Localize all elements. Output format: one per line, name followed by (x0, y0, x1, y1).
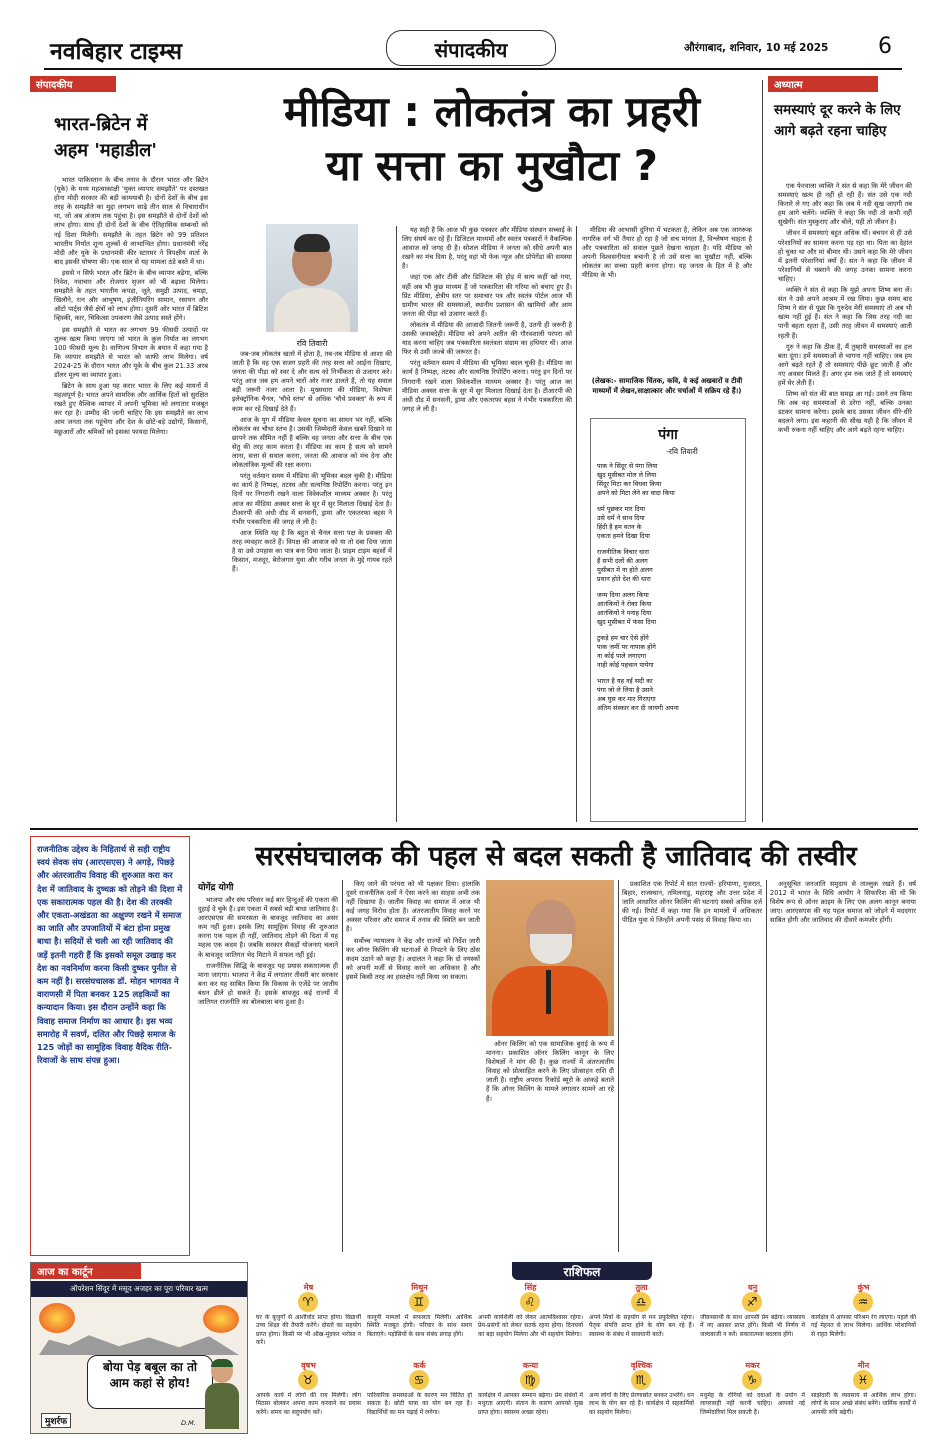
adhyatm-paragraph: व्यक्ति ने संत से कहा कि मुझे अपना शिष्य बना लें। संत ने उसे अपने आश्रम में रख लिया। कुछ समय बाद शिष्य ने संत से पूछा कि गुरुदेव मेरी समस्याएं तो अब भी खत्म नहीं हुई हैं। संत ने कहा कि जिस तरह नदी का पानी बहता रहता है, उसी तरह जीवन में समस्याएं आती रहती हैं। (778, 286, 912, 340)
masthead-title: नवबिहार टाइम्स (50, 39, 183, 65)
column-rule (766, 880, 767, 1252)
second-col-2 (346, 880, 480, 1252)
horoscope-card-tula (589, 1282, 694, 1356)
adhyatm-body (778, 182, 912, 824)
second-paragraph: सर्वोच्च न्यायालय ने केंद्र और राज्यों को निर्देश जारी कर ऑनर किलिंग की घटनाओं से निपटने के लिए ठोस कदम उठाने को कहा है। अदालत ने कहा कि दो वयस्कों को अपनी मर्जी से विवाह करने का अधिकार है और इसमें किसी तरह का हस्तक्षेप नहीं किया जा सकता। (346, 936, 480, 981)
horoscope-sign-name: मीन (857, 1361, 870, 1370)
author-photo (266, 224, 358, 332)
horoscope-card-vrishchik (589, 1360, 694, 1434)
adhyatm-paragraph: शिष्य को संत की बात समझ आ गई। उसने तय किया कि अब वह समस्याओं से डरेगा नहीं, बल्कि उनका डटकर सामना करेगा। इसके बाद उसका जीवन धीरे-धीरे बदलने लगा। इस कहानी की सीख यही है कि जीवन में कभी रुकना नहीं चाहिए और आगे बढ़ते रहना चाहिए। (778, 390, 912, 435)
section-title: संपादकीय (434, 38, 508, 62)
editorial-kicker-text: संपादकीय (36, 80, 73, 91)
horoscope-text: कार्यक्षेत्र में आपका परिश्रम रंग लाएगा। पहले की गई मेहनत से लाभ मिलेगा। आर्थिक परेशानियों से राहत मिलेगी। (811, 1314, 916, 1338)
aries-icon: ♈ (298, 1292, 318, 1312)
cartoon-label (31, 1263, 141, 1279)
second-col-1 (198, 896, 338, 1252)
second-author: योगेंद्र योगी (198, 883, 234, 893)
microphone-icon (546, 970, 551, 1014)
second-paragraph: राजनीतिक सिद्धि के बावजूद यह प्रयास सकारात्मक ही माना जाएगा। भाजपा ने केंद्र में लगातार तीसरी बार सरकार बना कर यह साबित किया कि विकास के एजेंडे पर जातीय बंधन ढीले हो सकते हैं। इसके बावजूद कई राज्यों में जातिगत राजनीति का बोलबाला बना हुआ है। (198, 961, 338, 1007)
column-rule (618, 880, 619, 1252)
horoscope-text: अन्य लोगों के लिए प्रेरणास्रोत बनकर उभरेंगे। धन लाभ के योग बन रहे हैं। कार्यक्षेत्र में सहकर्मियों का सहयोग मिलेगा। (589, 1392, 694, 1416)
editorial-title-line2: अहम 'महाडील' (54, 140, 157, 161)
main-paragraph: मीडिया की आभासी दुनिया में भटकता है, लेकिन अब एक जागरूक नागरिक वर्ग भी तैयार हो रहा है जो सच मांगता है, विश्लेषण चाहता है और पत्रकारिता को सवाल पूछते देखना चाहता है। यदि मीडिया को अपनी विश्वसनीयता बचानी है तो उसे सत्ता का मुखौटा नहीं, बल्कि लोकतंत्र का सच्चा प्रहरी बनना होगा। यह जनता के हित में है और मीडिया के भी। (582, 226, 752, 280)
page-number: 6 (878, 34, 892, 59)
main-col-2 (402, 226, 572, 822)
column-rule (396, 226, 397, 822)
column-rule (576, 226, 577, 822)
header-divider (44, 68, 902, 70)
name-tag: मुशर्रफ (41, 1413, 71, 1428)
main-paragraph: परंतु वर्तमान समय में मीडिया की भूमिका बदल चुकी है। मीडिया का कार्य है निष्पक्ष, तटस्थ और सत्यनिष्ठ रिपोर्टिंग करना। परंतु इन दिनों पर निगरानी रखने वाला विवेकशील माध्यम अक्सर है। परंतु आज का मीडिया अक्सर सत्ता के सुर में सुर मिलाता दिखाई देता है। टीआरपी की अंधी दौड़ में सनसनी, ड्रामा और एकतरफा बहस ने गंभीर पत्रकारिता की जगह ले ली है। (232, 472, 392, 526)
cartoon-caption: ऑपरेशन सिंदूर में मसूद अजहर का पूरा परिवार खत्म (31, 1281, 247, 1297)
second-paragraph: भाजपा और संघ परिवार कई बार हिन्दुओं की एकता की दुहाई दे चुके हैं। इस एकता में सबसे बड़ी बाधा जातिवाद है। आरएसएस की समरसता के बावजूद जातिवाद का असर कम नहीं हुआ। इसके लिए सामूहिक विवाह की शुरुआत करना एक पहल ही नहीं, जातिवाद तोड़ने की दिशा में यह महत्व एक कदम है। जबकि सरकार सैकड़ों योजनाएं चलाने के बावजूद जातिगत भेद मिटाने में सफल नहीं हुई। (198, 896, 338, 959)
horoscope-grid (256, 1282, 918, 1434)
horoscope-section (256, 1262, 918, 1434)
horoscope-card-singh (478, 1282, 583, 1356)
horoscope-text: आपके कार्य में लोगों की राय मिलेगी। लोग मिठास बोलकर अपना काम करवाने का प्रयास करेंगे। समय का सदुपयोग करें। (256, 1392, 361, 1416)
second-paragraph: ऑनर किलिंग को एक सामाजिक बुराई के रूप में मानना। प्रकाशित ऑनर किलिंग कानून के लिए विशेषज्ञों ने मांग की है। कुछ राज्यों में अंतरजातीय विवाह को प्रोत्साहित करने के लिए प्रोत्साहन राशि दी जाती है। राष्ट्रीय अपराध रिकॉर्ड ब्यूरो के आंकड़े बताते हैं कि ऑनर किलिंग के मामले लगातार सामने आ रहे हैं। (486, 1040, 614, 1103)
scorpio-icon: ♏ (631, 1370, 651, 1390)
adhyatm-kicker-text: अध्यात्म (774, 80, 803, 91)
leo-icon: ♌ (520, 1292, 540, 1312)
author-photo-body (274, 288, 350, 332)
explosion-icon (39, 1303, 75, 1333)
aquarius-icon: ♒ (853, 1292, 873, 1312)
editorial-title-line1: भारत-ब्रिटेन में (54, 114, 148, 135)
second-col-3 (486, 1040, 614, 1252)
capricorn-icon: ♑ (742, 1370, 762, 1390)
horoscope-text: पारिवारिक समस्याओं के कारण मन चिंतित हो सकता है। छोटी यात्रा का योग बन रहा है। विद्यार्थियों का मन पढ़ाई में लगेगा। (367, 1392, 472, 1416)
horoscope-sign-name: सिंह (524, 1283, 537, 1292)
poem-author: -रवि तिवारी (666, 447, 698, 456)
character-figure (205, 1359, 239, 1429)
main-paragraph: यह सही है कि आज भी कुछ पत्रकार और मीडिया संस्थान सच्चाई के लिए संघर्ष कर रहे हैं। डिजिटल माध्यमों और स्वतंत्र पत्रकारों ने वैकल्पिक आवाज को जगह दी है। सोशल मीडिया ने जनता को सीधे अपनी बात रखने का मंच दिया है, परंतु वहां भी फेक न्यूज और प्रोपेगेंडा की समस्या है। (402, 226, 572, 271)
editorial-paragraph: इस समझौते से भारत का लगभग 99 फीसदी उत्पादों पर शुल्क खत्म किया जाएगा जो भारत के कुल निर्यात का लगभग 100 फीसदी मूल्य है। वाणिज्य विभाग के बयान में कहा गया है कि व्यापार समझौते से भारत को काफी लाभ मिलेगा। वर्ष 2024-25 के दौरान भारत और यूके के बीच कुल 21.33 अरब डॉलर मूल्य का व्यापार हुआ। (54, 325, 208, 379)
main-col-3 (582, 226, 752, 374)
adhyatm-paragraph: गुरु ने कहा कि ठीक है, मैं तुम्हारी समस्याओं का हल बता दूंगा। हमें समस्याओं से भागना नहीं चाहिए। जब हम आगे बढ़ते रहते हैं तो समस्याएं पीछे छूट जाती हैं और नए अवसर मिलते हैं। अगर हम रुक जाते हैं तो समस्याएं हमें घेर लेती हैं। (778, 342, 912, 387)
horoscope-text: अपने मित्रों के सहयोग से मन प्रफुल्लित रहेगा। पैतृक संपत्ति प्राप्त होने के योग बन रहे हैं। स्वास्थ्य के संबंध में सावधानी बरतें। (589, 1314, 694, 1338)
horoscope-text: घर के बुजुर्गों से आशीर्वाद प्राप्त होगा। विद्यार्थी उच्च शिक्षा की तैयारी करेंगे। दोस्तों का सहयोग प्राप्त होगा। किसी पर भी ऑख-मूंदकर भरोसा न करें। (256, 1314, 361, 1346)
second-paragraph: प्रकाशित एक रिपोर्ट में सात राज्यों- हरियाणा, गुजरात, बिहार, राजस्थान, तमिलनाडु, महाराष्ट्र और उत्तर प्रदेश में जाति आधारित ऑनर किलिंग की घटनाएं सबसे अधिक दर्ज की गईं। रिपोर्ट में कहा गया कि इन मामलों में अधिकतर पीड़ित युवा थे जिन्होंने अपनी पसंद से विवाह किया था। (622, 880, 762, 925)
horoscope-sign-name: मिथुन (411, 1283, 428, 1292)
horoscope-card-mesh (256, 1282, 361, 1356)
author-photo-hair (294, 234, 330, 252)
editorial-column (30, 76, 210, 828)
quote-text: राजनीतिक उद्देश्य के निहितार्थ से सही राष्ट्रीय स्वयं सेवक संघ (आरएसएस) ने अगड़े, पिछड़े और अंतरजातीय विवाह की शुरुआत करा कर देश में जातिवाद के दुष्चक्र को तोड़ने की दिशा में एक सकारात्मक पहल की है। देश की तरक्की और एकता-अखंडता का अक्षुण्ण रखने में समाज का जाति और उपजातियों में बंटा होना प्रमुख बाधा है। सदियों से चली आ रही जातिवाद की जड़ें इतनी गहरी हैं कि इसको समूल उखाड़ कर देश का नवनिर्माण करना किसी दुष्कर पुनीत से कम नहीं है। सरसंघचालक डॉ. मोहन भागवत ने वाराणसी में पिता बनकर 125 लड़कियों का कन्यादान किया। इस दौरान उन्होंने कहा कि विवाह समाज निर्माण का आधार है। इस भव्य समारोह में सवर्ण, दलित और पिछड़े समाज के 125 जोड़ों का सामूहिक विवाह वैदिक रीति-रिवाजों के साथ संपन्न हुआ। (37, 844, 183, 1066)
editorial-kicker (30, 76, 116, 92)
speech-text: बोया पेड़ बबूल का तो आम कहां से होय! (102, 1360, 198, 1390)
horoscope-card-meen (811, 1360, 916, 1434)
main-col-1 (232, 350, 392, 820)
column-rule (762, 80, 763, 822)
quote-sidebar (30, 836, 190, 1256)
main-headline-1: मीडिया : लोकतंत्र का प्रहरी (284, 87, 700, 136)
virgo-icon: ♍ (520, 1370, 540, 1390)
editorial-body (54, 176, 208, 824)
main-paragraph: जहां एक ओर टीवी और डिजिटल की होड़ में सत्य कहीं खो गया, वहीं अब भी कुछ माध्यम हैं जो पत्रकारिता की गरिमा को बचाए हुए हैं। प्रिंट मीडिया, क्षेत्रीय स्तर पर समाचार पत्र और स्वतंत्र पोर्टल आज भी ग्रामीण भारत की समस्याओं, स्थानीय प्रशासन की खामियों और आम जनता की पीड़ा को उजागर करते हैं। (402, 273, 572, 318)
horoscope-text: कार्यक्षेत्र में आपका सम्मान बढ़ेगा। प्रेम संबंधों में मधुरता आएगी। संतान के कारण आपको सुख प्राप्त होगा। स्वास्थ्य अच्छा रहेगा। (478, 1392, 583, 1416)
horoscope-sign-name: मकर (745, 1361, 760, 1370)
character-cap (211, 1359, 233, 1367)
adhyatm-column (768, 76, 918, 828)
adhyatm-paragraph: जीवन में समस्याएं बहुत अधिक थीं। बचपन से ही उसे परेशानियों का सामना करना पड़ रहा था। पिता का देहांत हो चुका था और मां बीमार थी। उसने कहा कि मेरे जीवन में इतनी परेशानियां क्यों हैं। संत ने कहा कि जीवन में परेशानियों से घबराने की जगह उनका सामना करना चाहिए। (778, 229, 912, 283)
poem-stanza: जन्म दिया अलग किया आतंकियों ने रोका किया आतंकियों ने पनाह दिया खुद मुसीबत में फंसा दिया (597, 591, 656, 626)
horoscope-text: अपनी कार्यशैली को लेकर आत्मविश्वास रहेगा। प्रेम-प्रसंगों को लेकर सतर्क रहना होगा। दिनचर्या का बड़ा सहयोग मिलेगा और भी सहयोग मिलेगा। (478, 1314, 583, 1338)
poem-stanza: पाक ने सिंदूर से पंगा लिया खुद मुसीबत मोल ले लिया सिंदूर मिटा कर विधवा किया अपने को मिटा लेने का वादा किया (597, 462, 675, 497)
horoscope-card-mithun (367, 1282, 472, 1356)
poem-box (590, 418, 746, 822)
horoscope-text: साझेदारी के व्यवसाय से आर्थिक लाभ होगा। लोगों के साथ अच्छे संबंध बनेंगे। धार्मिक कार्यों में आपकी रुचि बढ़ेगी। (811, 1392, 916, 1416)
horoscope-card-kumbh (811, 1282, 916, 1356)
masthead-bar (44, 30, 902, 70)
second-paragraph: किए जाने की परंपरा को भी पक्षकर दिया। हालांकि दूसरे राजनीतिक दलों ने ऐसा करने का साहस अभी तक नहीं दिखाया है। जातीय विवाह का समाज में आज भी कई जगह विरोध होता है। अंतरजातीय विवाह करने पर अक्सर परिवार और समाज में तनाव की स्थिति बन जाती है। (346, 880, 480, 934)
horoscope-sign-name: कन्या (522, 1361, 539, 1370)
editorial-paragraph: भारत पाकिस्तान के बीच तनाव के दौरान भारत और ब्रिटेन (यूके) के मध्य महत्वाकांक्षी 'मुक्त व्यापार समझौते' पर दस्तखत होना मोदी सरकार की बड़ी कामयाबी है। दोनों देशों के बीच इस तरह के समझौते का मुद्दा लगभग साढ़े तीन साल से विचाराधीन था, जो अब अंजाम तक पहुंचा है। इस समझौते से दोनों देशों को लाभ होगा। साथ ही दोनों देशों के बीच ऐतिहासिक सम्बन्धों को नई दिशा मिलेगी। समझौते के तहत ब्रिटेन को 99 प्रतिशत भारतीय निर्यात शून्य शुल्कों से लाभान्वित होगा। प्रधानमंत्री नरेंद्र मोदी और यूके के प्रधानमंत्री कीर स्टारमर ने त्रिपक्षीय वार्ता के बाद इसकी घोषणा की। एक साल से यह मामला ठंडे बस्ते में था। (54, 176, 208, 266)
horoscope-sign-name: वृश्चिक (630, 1361, 653, 1370)
photo-beard (530, 934, 572, 964)
horoscope-title: राशिफल (563, 1265, 601, 1279)
column-rule (342, 880, 343, 1252)
bhagwat-photo (486, 880, 614, 1036)
speech-bubble (87, 1355, 213, 1409)
second-col-5 (770, 880, 916, 1252)
horoscope-card-makar (700, 1360, 805, 1434)
dateline: औरंगाबाद, शनिवार, 10 मई 2025 (684, 42, 829, 54)
main-paragraph: जब-जब लोकतंत्र खतरे में होता है, तब-तब मीडिया से आशा की जाती है कि वह एक सजग प्रहरी की तरह सत्ता को आईना दिखाए, जनता की पीड़ा को स्वर दे और सत्य को निर्भीकता से उजागर करे। परंतु आज जब हम अपने चारों ओर नजर डालते हैं, तो यह सवाल बड़ी जरूरी नजर आता है। मुख्यधारा की मीडिया, विशेषतः इलेक्ट्रॉनिक चैनल, 'चौथे स्तंभ' से अधिक 'चौथे प्रवक्ता' के रूप में काम कर रहे दिखाई देते हैं। (232, 350, 392, 413)
poem-stanza: टुकड़े हम चार ऐसे होंगे पाक जमीं पर नापाक होंगे ना कोई पाले लगाएगा नाही कोई पहचान पायेगा (597, 634, 656, 669)
horoscope-sign-name: मेष (303, 1283, 314, 1292)
second-headline: सरसंघचालक की पहल से बदल सकती है जातिवाद की तस्वीर (255, 841, 857, 872)
author-note: (लेखक:- सामाजिक चिंतक, कवि, वे कई अखबारों व टीवी माध्यमों में लेखन,साक्षात्कार और चर्चाओं में सक्रिय रहे हैं।) (591, 377, 743, 395)
main-paragraph: परंतु वर्तमान समय में मीडिया की भूमिका बदल चुकी है। मीडिया का कार्य है निष्पक्ष, तटस्थ और सत्यनिष्ठ रिपोर्टिंग करना। परंतु इन दिनों पर निगरानी रखने वाला विवेकशील माध्यम अक्सर है। परंतु आज का मीडिया अक्सर सत्ता के सुर में सुर मिलाता दिखाई देता है। टीआरपी की अंधी दौड़ में सनसनी, ड्रामा और एकतरफा बहस ने गंभीर पत्रकारिता की जगह ले ली है। (402, 359, 572, 413)
poem-stanza: राजनीतिक विचार धारा हैं सभी दलों की अलग मुसीबत में ना होते अलग प्रधान होते देश की धारा (597, 548, 653, 583)
horoscope-sign-name: तुला (635, 1283, 648, 1292)
horoscope-card-vrishabh (256, 1360, 361, 1434)
main-paragraph: आज स्थिति यह है कि बहुत से चैनल सत्ता पक्ष के प्रवक्ता की तरह व्यवहार करते हैं। विपक्ष की आवाज को या तो दबा दिया जाता है या उसे उपहास का पात्र बना दिया जाता है। प्राइम टाइम बहसों में किसान, मजदूर, बेरोजगार युवा और गरीब जनता के मुद्दे गायब रहते हैं। (232, 528, 392, 574)
cartoon-box (30, 1262, 248, 1434)
horoscope-card-dhanu (700, 1282, 805, 1356)
horoscope-card-kark (367, 1360, 472, 1434)
editorial-paragraph: ब्रिटेन के साथ हुआ यह करार भारत के लिए कई मायनों में महत्वपूर्ण है। भारत अपने सामरिक और आर्थिक हितों को सुरक्षित रखते हुए वैश्विक व्यापार में अपनी भूमिका को लगातार मजबूत कर रहा है। उम्मीद की जानी चाहिए कि इस समझौते का लाभ आम जनता तक पहुंचेगा और देश के छोटे-बड़े उद्योगों, किसानों, मछुआरों और श्रमिकों को इसका फायदा मिलेगा। (54, 382, 208, 436)
adhyatm-title: समस्याएं दूर करने के लिए आगे बढ़ते रहना चाहिए (774, 102, 901, 139)
horoscope-sign-name: कुंभ (857, 1283, 870, 1292)
character-body (205, 1383, 239, 1429)
author-name: रवि तिवारी (296, 339, 328, 348)
main-headline-2: या सत्ता का मुखौटा ? (326, 141, 658, 190)
taurus-icon: ♉ (298, 1370, 318, 1390)
libra-icon: ♎ (631, 1292, 651, 1312)
horoscope-card-kanya (478, 1360, 583, 1434)
section-divider (30, 828, 918, 830)
horoscope-title-bar (512, 1262, 652, 1280)
adhyatm-paragraph: एक फेरवाला व्यक्ति ने संत से कहा कि मेरे जीवन की समस्याएं खत्म ही नहीं हो रही हैं। संत उसे एक नदी किनारे ले गए और कहा कि जब ये नदी सूख जाएगी तब हम आगे चलेंगे। व्यक्ति ने कहा कि नदी तो कभी नहीं सूखेगी। संत मुस्कुराए और बोले, यही तो जीवन है। (778, 182, 912, 227)
main-paragraph: आज के युग में मीडिया केवल सूचना का साधन भर नहीं, बल्कि लोकतंत्र का चौथा स्तंभ है। उसकी जिम्मेदारी केवल खबरें दिखाने या छापने तक सीमित नहीं है बल्कि वह जनता और सत्ता के बीच एक सेतु की तरह काम करता है। मीडिया का काम है सत्य को सामने लाना, सत्ता से सवाल करना, जनता की आवाज को मंच देना और लोकतांत्रिक मूल्यों की रक्षा करना। (232, 415, 392, 470)
main-paragraph: लोकतंत्र में मीडिया की आजादी जितनी जरूरी है, उतनी ही जरूरी है उसकी जवाबदेही। मीडिया को अपने अतीत की गौरवशाली परंपरा को याद करना चाहिए जब पत्रकारिता स्वतंत्रता संग्राम का हथियार थी। आज फिर से उसी जज्बे की जरूरत है। (402, 320, 572, 357)
editorial-paragraph: इससे न सिर्फ भारत और ब्रिटेन के बीच व्यापार बढ़ेगा, बल्कि निवेश, नवाचार और रोजगार सृजन को भी बढ़ावा मिलेगा। समझौते के तहत भारतीय कपड़ा, जूते, समुद्री उत्पाद, चमड़ा, खिलौने, रत्न और आभूषण, इंजीनियरिंग सामान, रसायन और ऑटो पार्ट्स जैसे क्षेत्रों को लाभ होगा। दूसरी ओर भारत में ब्रिटिश व्हिस्की, कार, चिकित्सा उपकरण जैसे उत्पाद सस्ते होंगे। (54, 268, 208, 323)
section-tab (386, 30, 556, 66)
poem-stanza: धर्म पूछकर मार दिया उसे धर्म ने साथ दिया हिंदी है हम वतन के एकता हमने दिखा दिया (597, 505, 650, 540)
poem-title: पंगा (658, 427, 678, 443)
second-col-4 (622, 880, 762, 1252)
cancer-icon: ♋ (409, 1370, 429, 1390)
cartoonist-signature: D.M. (181, 1419, 196, 1427)
adhyatm-kicker (768, 76, 878, 92)
poem-stanza: भारत है यह नई सदी का पंगा जो ले लिया है उसने अब घुस कर मार गिराएगा अंतिम संस्कार कर दी जायगी अपना (597, 677, 679, 712)
sagittarius-icon: ♐ (742, 1292, 762, 1312)
explosion-icon (203, 1305, 239, 1333)
cartoon-label-text: आज का कार्टून (37, 1267, 93, 1278)
horoscope-text: जीवनसाथी के साथ आपसी प्रेम बढ़ेगा। व्यवसाय में नए अवसर प्राप्त होंगे। किसी भी निर्णय में जल्दबाजी न करें। सकारात्मक बदलाव होंगे। (700, 1314, 805, 1338)
horoscope-sign-name: धनु (747, 1283, 758, 1292)
second-paragraph: अनुसूचित जनजाति समुदाय से ताल्लुक रखते हैं। वर्ष 2012 में भारत के विधि आयोग ने सिफारिश की थी कि विशेष रूप से ऑनर क्राइम के लिए एक अलग कानून बनाया जाए। आरएसएस की यह पहल समाज को जोड़ने में मददगार साबित होगी और जातिवाद की दीवारें कमजोर होंगी। (770, 880, 916, 925)
horoscope-text: कानूनी मामलों में सफलता मिलेगी। आर्थिक स्थिति मजबूत होगी। परिवार के साथ समय बिताएंगे। पड़ोसियों के साथ संबंध प्रगाढ़ होंगे। (367, 1314, 472, 1338)
horoscope-sign-name: वृषभ (301, 1361, 316, 1370)
horoscope-text: मधुमेह के रोगियों को दवाओं के प्रयोग में लापरवाही नहीं करनी चाहिए। आपको नई जिम्मेदारियां मिल सकती हैं। (700, 1392, 805, 1416)
horoscope-sign-name: कर्क (413, 1361, 426, 1370)
gemini-icon: ♊ (409, 1292, 429, 1312)
pisces-icon: ♓ (853, 1370, 873, 1390)
